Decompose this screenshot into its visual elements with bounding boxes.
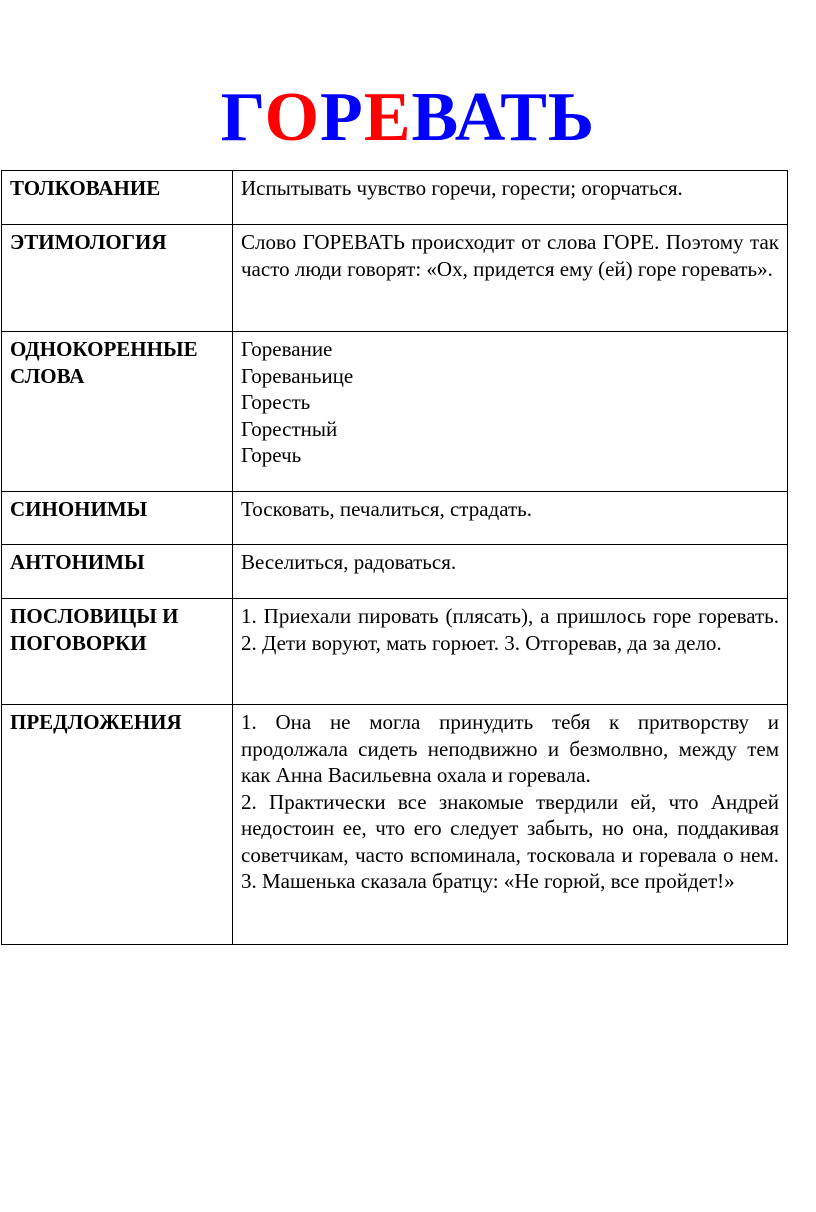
row-label: ЭТИМОЛОГИЯ (2, 225, 233, 332)
example-sentences (233, 705, 788, 945)
title-letter: Е (363, 79, 412, 156)
list-item: Горестный (241, 416, 338, 441)
title-letter: О (264, 79, 321, 156)
list-item: Горечь (241, 443, 302, 467)
row-poslovitsy (2, 599, 788, 705)
list-item: Горевание (241, 337, 333, 361)
row-predlozheniya (2, 705, 788, 945)
title-letter: Ь (547, 79, 596, 156)
row-value: Испытывать чувство горечи, горести; огорчаться. (233, 171, 788, 225)
row-label: ПРЕДЛОЖЕНИЯ (2, 705, 233, 945)
page-title (0, 78, 816, 158)
row-label: ТОЛКОВАНИЕ (2, 171, 233, 225)
row-label: ПОСЛОВИЦЫ И ПОГОВОРКИ (2, 599, 233, 705)
row-value: Тосковать, печалиться, страдать. (233, 492, 788, 545)
list-item: Гореваньице (241, 363, 354, 388)
title-letter: Г (220, 79, 265, 156)
title-letter: Р (320, 79, 364, 156)
word-card-table (1, 170, 788, 945)
title-letter: В (411, 79, 455, 156)
row-label: СИНОНИМЫ (2, 492, 233, 545)
row-tolkovanie (2, 171, 788, 225)
row-antonimy (2, 545, 788, 599)
row-sinonimy (2, 492, 788, 545)
row-value: 1. Приехали пировать (плясать), а пришлось горе горевать. 2. Дети воруют, мать горюет. 3. Отгоревав, да за дело. (233, 599, 788, 705)
row-odnokorennye (2, 332, 788, 492)
title-letter: Т (500, 79, 548, 156)
row-label: АНТОНИМЫ (2, 545, 233, 599)
row-label: ОДНОКОРЕННЫЕ СЛОВА (2, 332, 233, 492)
list-item: Горесть (241, 390, 311, 414)
related-words-list (233, 332, 788, 492)
sentence-paragraph: 1. Она не могла принудить тебя к притворству и продолжала сидеть неподвижно и безмолвно, между тем как Анна Васильевна охала и горевала. (241, 710, 779, 787)
row-etimologiya (2, 225, 788, 332)
row-value: Веселиться, радоваться. (233, 545, 788, 599)
title-letter: А (454, 79, 501, 156)
sentence-paragraph: 2. Практически все знакомые твердили ей, что Андрей недостоин ее, что его следует забыть, но она, поддакивая советчикам, часто вспоминала, тосковала и горевала о нем. 3. Машенька сказала братцу: «Не горюй, все пройдет!» (241, 789, 779, 893)
row-value: Слово ГОРЕВАТЬ происходит от слова ГОРЕ. Поэтому так часто люди говорят: «Ох, придется ему (ей) горе горевать». (233, 225, 788, 332)
